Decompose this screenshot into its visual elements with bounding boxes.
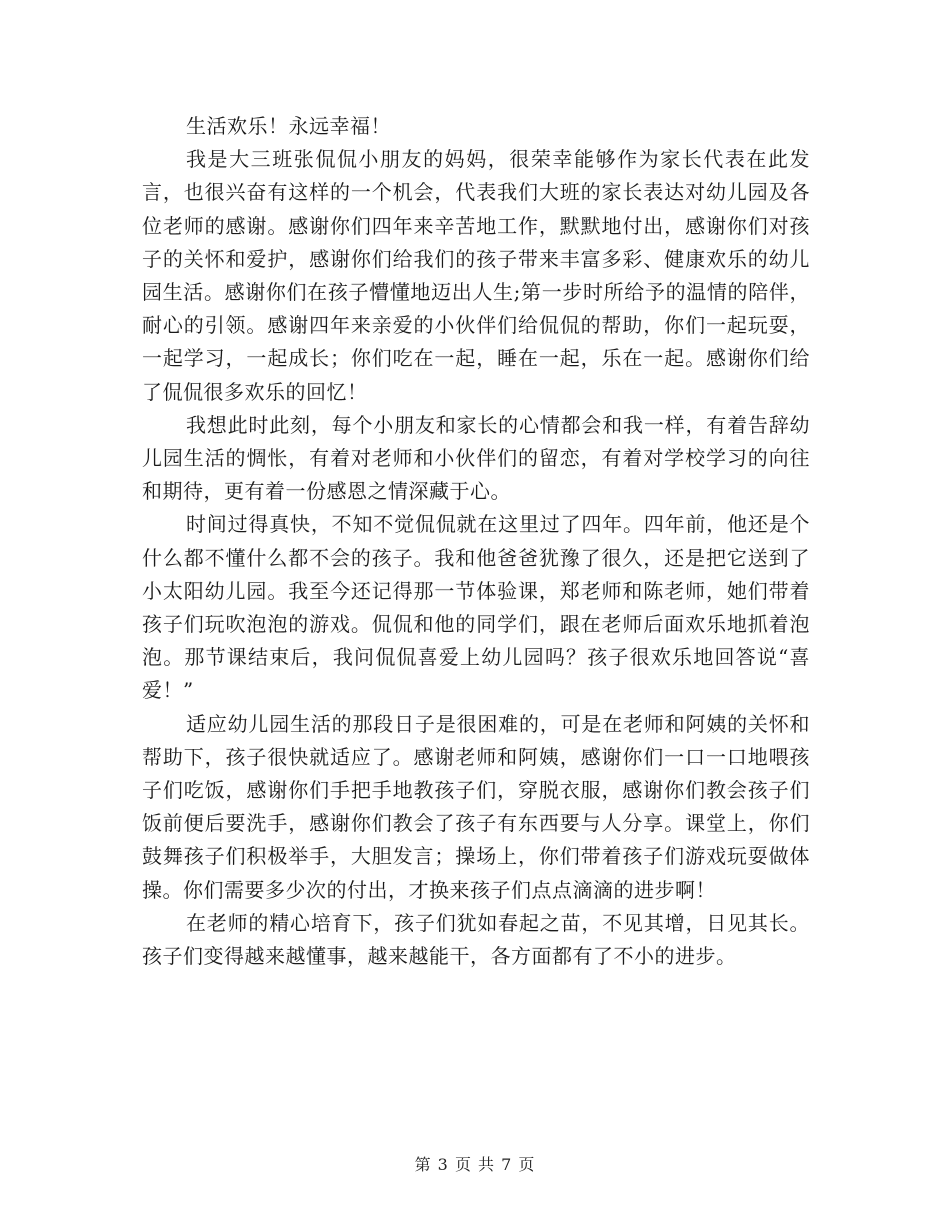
- paragraph-4: 时间过得真快，不知不觉侃侃就在这里过了四年。四年前，他还是个什么都不懂什么都不会的孩子。我和他爸爸犹豫了很久，还是把它送到了小太阳幼儿园。我至今还记得那一节体验课，郑老师和陈老师，她们带着孩子们玩吹泡泡的游戏。侃侃和他的同学们，跟在老师后面欢乐地抓着泡泡。那节课结束后，我问侃侃喜爱上幼儿园吗？孩子很欢乐地回答说“喜爱！”: [142, 512, 810, 703]
- document-body: [142, 110, 810, 973]
- paragraph-2: 我是大三班张侃侃小朋友的妈妈，很荣幸能够作为家长代表在此发言，也很兴奋有这样的一个机会，代表我们大班的家长表达对幼儿园及各位老师的感谢。感谢你们四年来辛苦地工作，默默地付出，感谢你们对孩子的关怀和爱护，感谢你们给我们的孩子带来丰富多彩、健康欢乐的幼儿园生活。感谢你们在孩子懵懂地迈出人生;第一步时所给予的温情的陪伴，耐心的引领。感谢四年来亲爱的小伙伴们给侃侃的帮助，你们一起玩耍，一起学习，一起成长；你们吃在一起，睡在一起，乐在一起。感谢你们给了侃侃很多欢乐的回忆！: [142, 147, 810, 404]
- paragraph-5: 适应幼儿园生活的那段日子是很困难的，可是在老师和阿姨的关怀和帮助下，孩子很快就适应了。感谢老师和阿姨，感谢你们一口一口地喂孩子们吃饭，感谢你们手把手地教孩子们，穿脱衣服，感谢你们教会孩子们饭前便后要洗手，感谢你们教会了孩子有东西要与人分享。课堂上，你们鼓舞孩子们积极举手，大胆发言；操场上，你们带着孩子们游戏玩耍做体操。你们需要多少次的付出，才换来孩子们点点滴滴的进步啊！: [142, 711, 810, 902]
- paragraph-1: 生活欢乐！永远幸福！: [186, 114, 391, 138]
- page-number-footer: 第 3 页 共 7 页: [414, 1155, 536, 1174]
- paragraph-6: 在老师的精心培育下，孩子们犹如春起之苗，不见其增，日见其长。孩子们变得越来越懂事，越来越能干，各方面都有了不小的进步。: [142, 910, 810, 969]
- paragraph-3: 我想此时此刻，每个小朋友和家长的心情都会和我一样，有着告辞幼儿园生活的惆怅，有着对老师和小伙伴们的留恋，有着对学校学习的向往和期待，更有着一份感恩之情深藏于心。: [142, 412, 810, 504]
